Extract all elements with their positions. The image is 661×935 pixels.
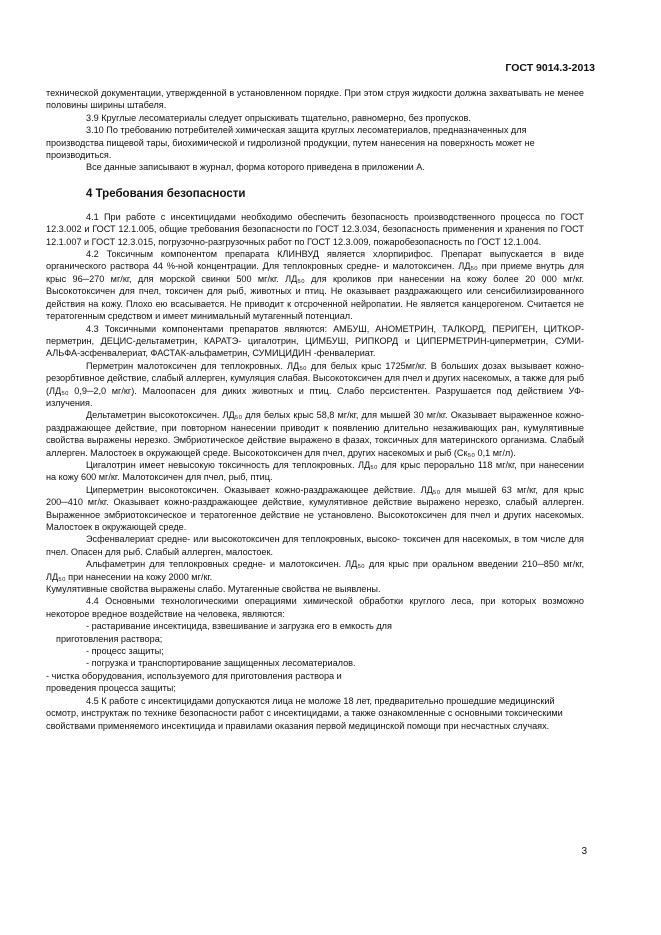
paragraph: Кумулятивные свойства выражены слабо. Мутагенные свойства не выявлены.	[46, 584, 381, 595]
paragraph: Перметрин малотоксичен для теплокровных. ЛД₅₀ для белых крыс 1725мг/кг. В больших дозах вызывает кожно-резорбтивное действие, слабый аллерген, кумуляция слабая. Высокотоксичен для пчел и других насекомых, а также для рыб (ЛД₅₀ 0,9─2,0 мг/кг). Малоопасен для диких животных и птиц. Слабо персистентен. Разрушается под действием УФ-излучения.	[46, 360, 584, 408]
page-number: 3	[581, 846, 587, 857]
paragraph: 3.9 Круглые лесоматериалы следует опрыскивать тщательно, равномерно, без пропусков.	[86, 112, 471, 123]
paragraph: Дельтаметрин высокотоксичен. ЛД₅₀ для белых крыс 58,8 мг/кг, для мышей 30 мг/кг. Оказывает выраженное кожно-раздражающее действие, при повторном нанесении приводит к появлению длительно незаживающих ран, кумулятивные свойства выражены нерезко. Эмбриотическое действие выражено в фазах, токсичных для материнского организма. Слабый аллерген. Малостоек в окружающей среде. Высокотоксичен для пчел, других насекомых и рыб (Ск₅₀ 0,1 мг/л).	[46, 410, 584, 458]
list-item: - чистка оборудования, используемого для приготовления раствора и	[46, 670, 342, 681]
paragraph: Цигалотрин имеет невысокую токсичность для теплокровных. ЛД₅₀ для крыс перорально 118 мг/кг, при нанесении на кожу 600 мг/кг. Малотоксичен для пчел, рыб, птиц.	[46, 459, 584, 483]
paragraph: Все данные записывают в журнал, форма которого приведена в приложении А.	[86, 162, 425, 173]
section-heading: 4 Требования безопасности	[86, 187, 246, 200]
paragraph: технической документации, утвержденной в установленном порядке. При этом струя жидкости должна захватывать не менее половины ширины штабеля.	[46, 88, 584, 111]
list-item-continuation: приготовления раствора;	[56, 633, 163, 644]
list-item-continuation: проведения процесса защиты;	[46, 683, 176, 694]
paragraph: 3.10 По требованию потребителей химическая защита круглых лесоматериалов, предназначенных для производства пищевой тары, биохимической и гидролизной продукции, путем нанесения на поверхность может не производиться.	[46, 125, 535, 161]
paragraph: Циперметрин высокотоксичен. Оказывает кожно-раздражающее действие. ЛД₅₀ для мышей 63 мг/кг, для крыс 200─410 мг/кг. Оказывает кожно-раздражающее действие, кумулятивное действие выражено нерезко, слабый аллерген. Выраженное эмбриотоксическое и тератогенное действие не установлено. Высокотоксичен для пчел и других насекомых. Малостоек в окружающей среде.	[46, 484, 584, 532]
paragraph: 4.1 При работе с инсектицидами необходимо обеспечить безопасность производственного процесса по ГОСТ 12.3.002 и ГОСТ 12.1.005, общие требования безопасности по ГОСТ 12.3.034, безопасность применения и хранения по ГОСТ 12.1.007 и ГОСТ 12.3.015, погрузочно-разгрузочных работ по ГОСТ 12.3.009, пожаробезопасность по ГОСТ 12.1.004.	[46, 211, 584, 247]
list-item: - погрузка и транспортирование защищенных лесоматериалов.	[86, 658, 356, 669]
paragraph: Альфаметрин для теплокровных средне- и малотоксичен. ЛД₅₀ для крыс при оральном введении 210─850 мг/кг, ЛД₅₀ при нанесении на кожу 2000 мг/кг.	[46, 559, 584, 582]
list-item: - процесс защиты;	[86, 646, 164, 657]
paragraph: 4.2 Токсичным компонентом препарата КЛИНВУД является хлорпирифос. Препарат выпускается в виде органического раствора 44 %-ной концентрации. Для теплокровных средне- и малотоксичен. ЛД₅₀ при приеме внутрь для крыс 96─270 мг/кг, для морской свинки 500 мг/кг. ЛД₅₀ для кроликов при нанесении на кожу более 20 000 мг/кг. Высокотоксичен для пчел, токсичен для рыб, животных и птиц. Не оказывает раздражающего или сенсибилизированного действия на кожу. Плохо ею всасывается. Не приводит к отсроченной нейропатии. Не является канцерогеном. Считается не тератогенным средством и имеет минимальный мутагенный потенциал.	[46, 249, 584, 322]
paragraph: 4.5 К работе с инсектицидами допускаются лица не моложе 18 лет, предварительно прошедшие медицинский осмотр, инструктаж по технике безопасности работ с инсектицидами, а также ознакомленные с основными токсическими свойствами применяемого инсектицида и правилами оказания первой медицинской помощи при несчастных случаях.	[46, 695, 563, 731]
list-item: - растаривание инсектицида, взвешивание и загрузка его в емкость для	[86, 621, 392, 632]
paragraph: 4.4 Основными технологическими операциями химической обработки круглого леса, при которых возможно некоторое вредное воздействие на человека, являются:	[46, 596, 584, 619]
document-code: ГОСТ 9014.3-2013	[505, 62, 595, 74]
paragraph: Эсфенвалериат средне- или высокотоксичен для теплокровных, высоко- токсичен для насекомых, в том числе для пчел. Опасен для рыб. Слабый аллерген, малостоек.	[46, 534, 584, 557]
paragraph: 4.3 Токсичными компонентами препаратов являются: АМБУШ, АНОМЕТРИН, ТАЛКОРД, ПЕРИГЕН, ЦИТКОР- перметрин, ДЕЦИС-дельтаметрин, КАРАТЭ- цигалотрин, ЦИМБУШ, РИПКОРД и ЦИПЕРМЕТРИН-циперметрин, СУМИ-АЛЬФА-эсфенвалериат, ФАСТАК-альфаметрин, СУМИЦИДИН -фенвалериат.	[46, 323, 584, 359]
document-body	[46, 87, 584, 732]
